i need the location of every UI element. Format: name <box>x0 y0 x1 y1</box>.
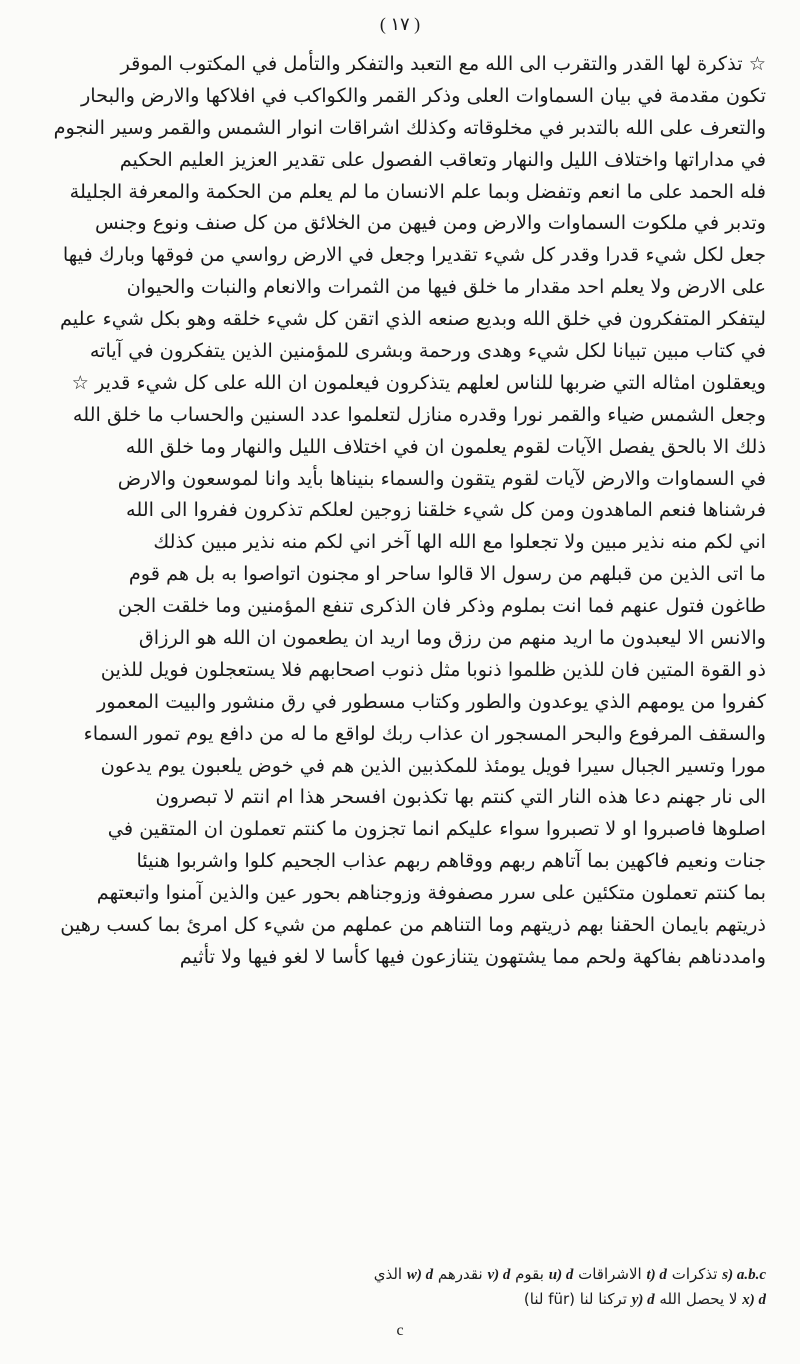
text-line: فله الحمد على ما انعم وتفضل وبما علم الانسان ما لم يعلم من الحكمة والمعرفة الجليلة <box>69 179 766 203</box>
text-line: جعل لكل شيء قدرا وقدر كل شيء تقديرا وجعل في الارض رواسي من فوقها وبارك فيها <box>62 243 766 267</box>
footnote: x) d لا يحصل الله <box>659 1290 766 1308</box>
text-line: في مداراتها واختلاف الليل والنهار وتعاقب الفصول على تقدير العزيز العليم الحكيم <box>119 147 766 171</box>
text-line: في السماوات والارض لآيات لقوم يتقون والسماء بنيناها بأيد وانا لموسعون والارض <box>117 466 766 490</box>
text-line: ☆ تذكرة لها القدر والتقرب الى الله مع التعبد والتفكر والتأمل في المكتوب الموقر <box>120 52 766 75</box>
text-line: وتدبر في ملكوت السماوات والارض ومن فيهن من الخلائق من كل صنف ونوع وجنس <box>94 211 766 235</box>
text-line: تكون مقدمة في بيان السماوات العلى وذكر القمر والكواكب في افلاكها والارض والبحار <box>80 83 766 107</box>
text-line: ما اتى الذين من قبلهم من رسول الا قالوا ساحر او مجنون اتواصوا به بل هم قوم <box>128 562 766 586</box>
text-line: وجعل الشمس ضياء والقمر نورا وقدره منازل لتعلموا عدد السنين والحساب ما خلق الله <box>72 402 766 426</box>
footnote: s) a.b.c تذكرات <box>671 1265 766 1283</box>
footnote: w) d الذي <box>373 1265 434 1283</box>
signature-mark: c <box>396 1322 404 1339</box>
text-line: ذريتهم بايمان الحقنا بهم ذريتهم وما التناهم من عملهم من شيء كل امرئ بما كسب رهين <box>60 913 766 937</box>
text-line: ذو القوة المتين فان للذين ظلموا ذنوبا مثل ذنوب اصحابهم فلا يستعجلون فويل للذين <box>100 657 766 681</box>
footnotes <box>36 1262 766 1312</box>
footnote: u) d بقوم <box>515 1265 574 1283</box>
text-line: ويعقلون امثاله التي ضربها للناس لعلهم يتذكرون فيعلمون ان الله على كل شيء قدير ☆ <box>71 370 766 394</box>
text-line: ذلك الا بالحق يفصل الآيات لقوم يعلمون ان في اختلاف الليل والنهار وما خلق الله <box>125 434 766 458</box>
text-line: وامددناهم بفاكهة ولحم مما يشتهون يتنازعون فيها كأسا لا لغو فيها ولا تأثيم <box>179 944 766 968</box>
footnote: لنا (für لنا) <box>523 1290 594 1308</box>
text-line: طاغون فتول عنهم فما انت بملوم وذكر فان الذكرى تنفع المؤمنين وما خلقت الجن <box>117 594 766 618</box>
text-line: في كتاب مبين تبيانا لكل شيء وهدى ورحمة وبشرى للمؤمنين الذين يتفكرون في آياته <box>89 339 766 363</box>
text-line: كفروا من يومهم الذي يوعدون والطور وكتاب مسطور في رق منشور والبيت المعمور <box>96 689 766 713</box>
text-line: ليتفكر المتفكرون في خلق الله وبديع صنعه الذي اتقن كل شيء خلقه وهو بكل شيء عليم <box>59 307 766 331</box>
text-line: والتعرف على الله بالتدبر في مخلوقاته وكذلك اشراقات انوار الشمس والقمر وسير النجوم <box>53 115 766 139</box>
text-line: الى نار جهنم دعا هذه النار التي كنتم بها تكذبون افسحر هذا ام انتم لا تبصرون <box>155 785 766 809</box>
page-number: ( ١٧ ) <box>379 14 421 34</box>
footnote: y) d تركنا <box>598 1290 655 1308</box>
text-line: والسقف المرفوع والبحر المسجور ان عذاب ربك لواقع ما له من دافع يوم تمور السماء <box>83 721 766 745</box>
text-line: اصلوها فاصبروا او لا تصبروا سواء عليكم انما تجزون ما كنتم تعملون ان المتقين في <box>107 817 766 841</box>
text-line: بما كنتم تعملون متكئين على سرر مصفوفة وزوجناهم بحور عين والذين آمنوا واتبعتهم <box>96 881 766 905</box>
text-line: على الارض ولا يعلم احد مقدار ما خلق فيها من الثمرات والانعام والنبات والحيوان <box>126 275 766 299</box>
footnote: v) d نقدرهم <box>437 1265 511 1283</box>
text-line: مورا وتسير الجبال سيرا فويل يومئذ للمكذبين الذين هم في خوض يلعبون يوم يدعون <box>100 753 766 777</box>
footnote: t) d الاشراقات <box>578 1265 667 1283</box>
text-line: فرشناها فنعم الماهدون ومن كل شيء خلقنا زوجين لعلكم تذكرون ففروا الى الله <box>125 498 766 522</box>
text-line: اني لكم منه نذير مبين ولا تجعلوا مع الله الها آخر اني لكم منه نذير مبين كذلك <box>153 530 766 554</box>
text-line: والانس الا ليعبدون ما اريد منهم من رزق وما اريد ان يطعمون ان الله هو الرزاق <box>138 626 766 650</box>
body-text <box>36 48 766 973</box>
text-line: جنات ونعيم فاكهين بما آتاهم ربهم ووقاهم ربهم عذاب الجحيم كلوا واشربوا هنيئا <box>136 849 766 873</box>
